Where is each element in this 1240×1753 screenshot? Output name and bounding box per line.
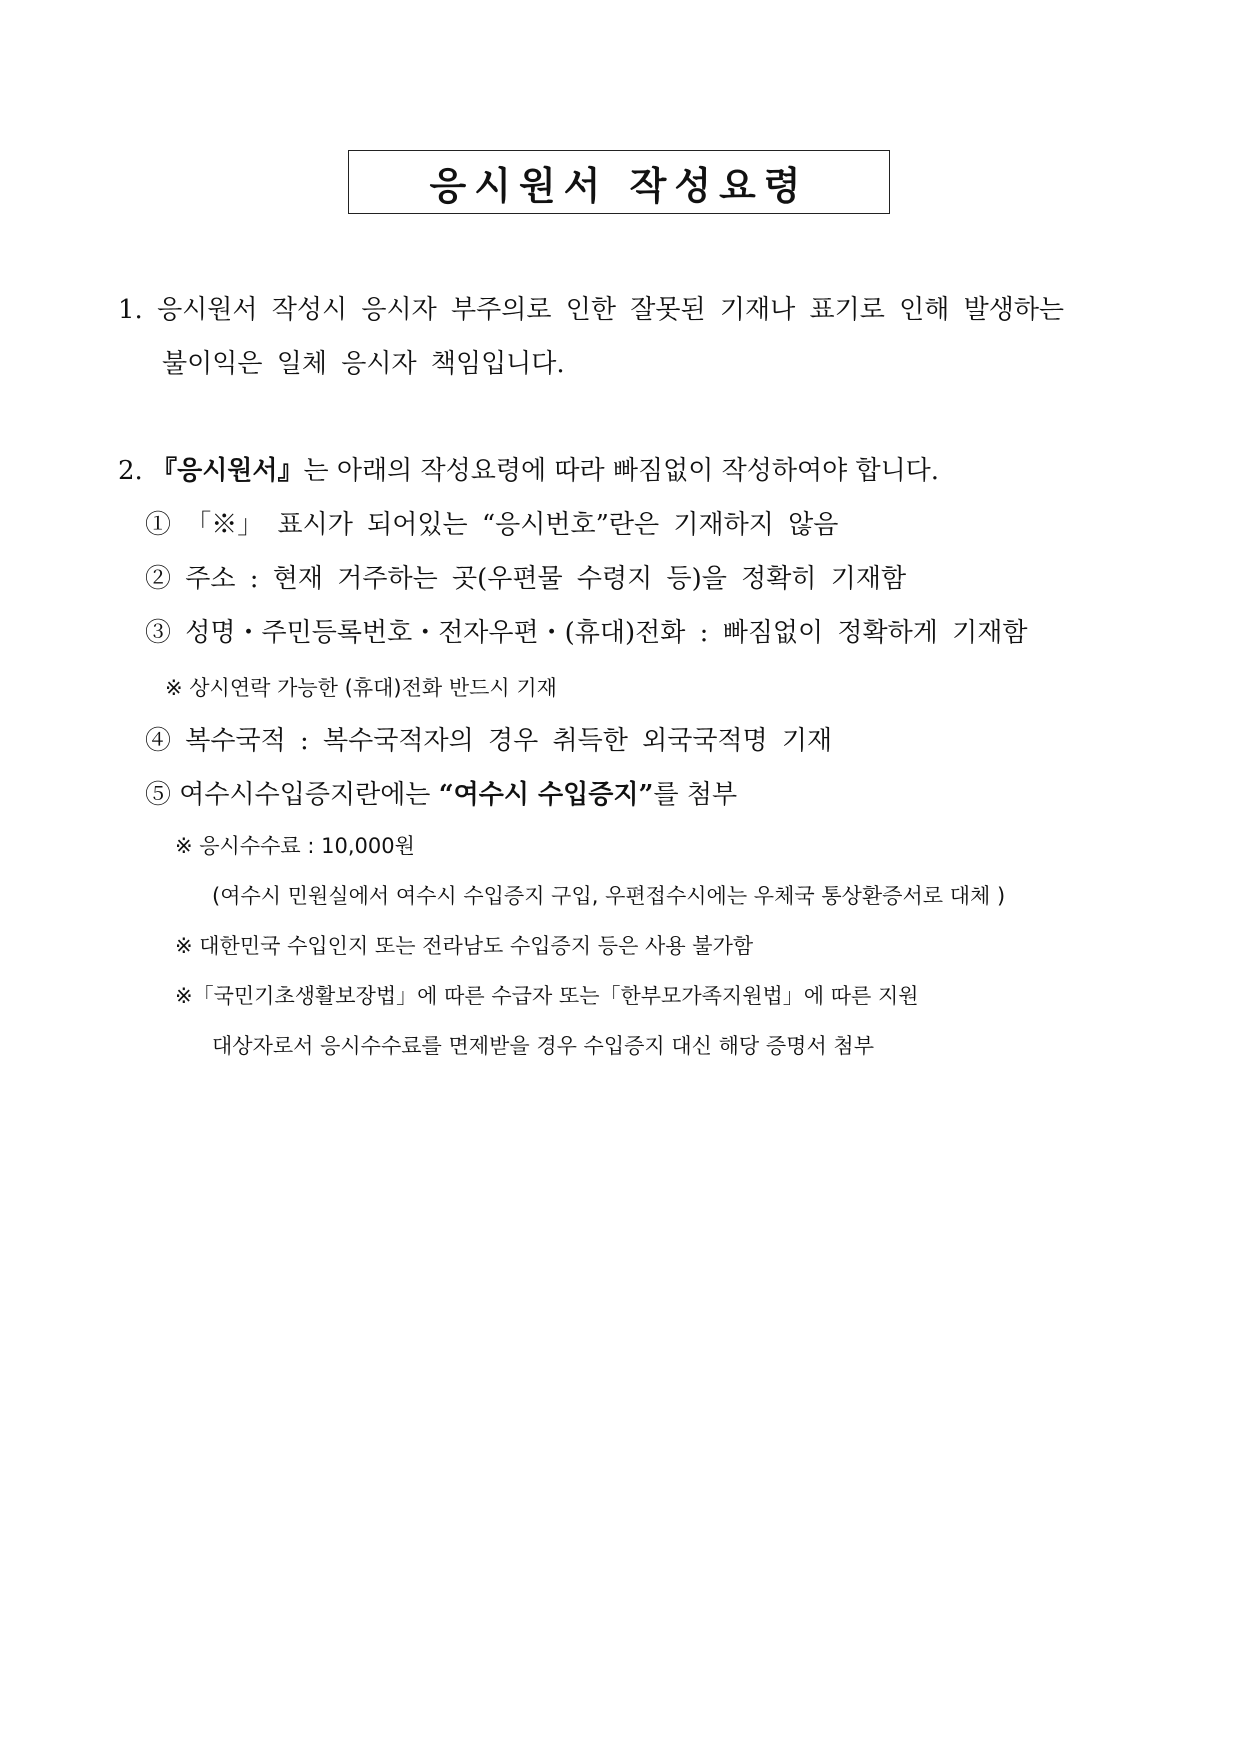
- section2-heading-bold: 『응시원서』: [151, 456, 304, 486]
- section2-heading: [118, 455, 939, 487]
- note-fee: ※ 응시수수료 : 10,000원: [175, 834, 415, 858]
- section2-number: 2.: [118, 456, 143, 486]
- note-fee-detail: (여수시 민원실에서 여수시 수입증지 구입, 우편접수시에는 우체국 통상환증서로 대체 ): [212, 884, 1006, 908]
- title-box: [348, 150, 890, 214]
- item-5-prefix: ⑤ 여수시수입증지란에는: [145, 780, 439, 810]
- section1-line2: 불이익은 일체 응시자 책임입니다.: [162, 349, 565, 379]
- note-exempt-line1: ※「국민기초생활보장법」에 따른 수급자 또는「한부모가족지원법」에 따른 지원: [175, 984, 919, 1008]
- note-exempt-line2: 대상자로서 응시수수료를 면제받을 경우 수입증지 대신 해당 증명서 첨부: [212, 1034, 874, 1058]
- note-stamp: ※ 대한민국 수입인지 또는 전라남도 수입증지 등은 사용 불가함: [175, 934, 754, 958]
- item-5-rest: 를 첨부: [653, 780, 738, 810]
- item-3: ③ 성명・주민등록번호・전자우편・(휴대)전화 : 빠짐없이 정확하게 기재함: [145, 618, 1028, 648]
- section2-heading-rest: 는 아래의 작성요령에 따라 빠짐없이 작성하여야 합니다.: [303, 456, 940, 486]
- page-title: 응시원서 작성요령: [429, 163, 809, 208]
- section1-line1: 1. 응시원서 작성시 응시자 부주의로 인한 잘못된 기재나 표기로 인해 발생하는: [118, 295, 1065, 325]
- item-5-bold: “여수시 수입증지”: [438, 780, 654, 810]
- item-1: ① 「※」 표시가 되어있는 “응시번호”란은 기재하지 않음: [145, 510, 839, 540]
- item-3-note: ※ 상시연락 가능한 (휴대)전화 반드시 기재: [165, 676, 557, 700]
- item-2: ② 주소 : 현재 거주하는 곳(우편물 수령지 등)을 정확히 기재함: [145, 564, 907, 594]
- item-4: ④ 복수국적 : 복수국적자의 경우 취득한 외국국적명 기재: [145, 726, 833, 756]
- item-5: [145, 779, 737, 811]
